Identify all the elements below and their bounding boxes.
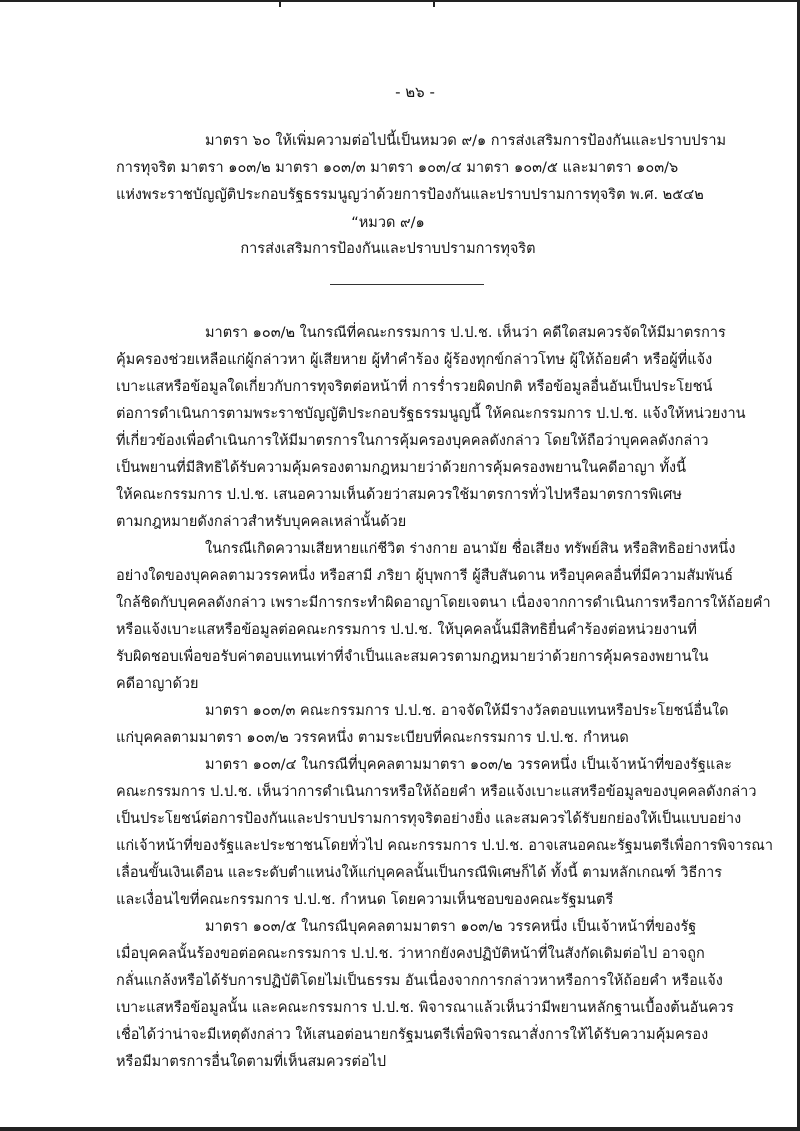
section-103-5-line: เบาะแสหรือข้อมูลนั้น และคณะกรรมการ ป.ป.ช. พิจารณาแล้วเห็นว่ามีพยานหลักฐานเบื้องต้นอันควร	[116, 1000, 734, 1016]
section-103-5-line: กลั่นแกล้งหรือได้รับการปฏิบัติโดยไม่เป็นธรรม อันเนื่องจากการกล่าวหาหรือการให้ถ้อยคำ หรือแจ้ง	[116, 973, 723, 989]
section-103-3-line: มาตรา ๑๐๓/๓ คณะกรรมการ ป.ป.ช. อาจจัดให้มีรางวัลตอบแทนหรือประโยชน์อื่นใด	[205, 703, 729, 719]
page-number: - ๒๖ -	[395, 83, 435, 101]
section-103-4-line: เป็นประโยชน์ต่อการป้องกันและปราบปรามการทุจริตอย่างยิ่ง และสมควรได้รับยกย่องให้เป็นแบบอย่าง	[116, 811, 742, 827]
section-103-2-line: ที่เกี่ยวข้องเพื่อดำเนินการให้มีมาตรการในการคุ้มครองบุคคลดังกล่าว โดยให้ถือว่าบุคคลดังกล่าว	[116, 433, 709, 449]
paragraph-2-line: รับผิดชอบเพื่อขอรับค่าตอบแทนเท่าที่จำเป็นและสมควรตามกฎหมายว่าด้วยการคุ้มครองพยานใน	[116, 649, 709, 665]
section-103-2-line: เป็นพยานที่มีสิทธิได้รับความคุ้มครองตามกฎหมายว่าด้วยการคุ้มครองพยานในคดีอาญา ทั้งนี้	[116, 460, 687, 476]
paragraph-2-line: คดีอาญาด้วย	[116, 676, 199, 692]
paragraph-2-line: หรือแจ้งเบาะแสหรือข้อมูลต่อคณะกรรมการ ป.ป.ช. ให้บุคคลนั้นมีสิทธิยื่นคำร้องต่อหน่วยงานที่	[116, 622, 697, 638]
paragraph-2-line: ใกล้ชิดกับบุคคลดังกล่าว เพราะมีการกระทำผิดอาญาโดยเจตนา เนื่องจากการดำเนินการหรือการให้ถ้อยคำ	[116, 595, 771, 611]
section-60-line-2: การทุจริต มาตรา ๑๐๓/๒ มาตรา ๑๐๓/๓ มาตรา ๑๐๓/๔ มาตรา ๑๐๓/๕ และมาตรา ๑๐๓/๖	[116, 160, 679, 176]
section-103-2-line: มาตรา ๑๐๓/๒ ในกรณีที่คณะกรรมการ ป.ป.ช. เห็นว่า คดีใดสมควรจัดให้มีมาตรการ	[205, 325, 726, 341]
section-103-4-line: เลื่อนขั้นเงินเดือน และระดับตำแหน่งให้แก่บุคคลนั้นเป็นกรณีพิเศษก็ได้ ทั้งนี้ ตามหลักเกณฑ์ วิธีการ	[116, 865, 723, 881]
scan-bottom-border	[0, 1127, 800, 1131]
section-60-line-1: มาตรา ๖๐ ให้เพิ่มความต่อไปนี้เป็นหมวด ๙/๑ การส่งเสริมการป้องกันและปราบปราม	[205, 133, 727, 149]
heading-rule	[330, 284, 484, 285]
section-103-2-line: ตามกฎหมายดังกล่าวสำหรับบุคคลเหล่านั้นด้วย	[116, 514, 407, 530]
section-103-5-line: เมื่อบุคคลนั้นร้องขอต่อคณะกรรมการ ป.ป.ช. ว่าหากยังคงปฏิบัติหน้าที่ในสังกัดเดิมต่อไป อาจถูก	[116, 946, 705, 962]
scan-top-border	[0, 0, 800, 2]
chapter-number: “หมวด ๙/๑	[351, 215, 425, 231]
scan-tick-mark	[279, 0, 281, 7]
paragraph-2-line: อย่างใดของบุคคลตามวรรคหนึ่ง หรือสามี ภริยา ผู้บุพการี ผู้สืบสันดาน หรือบุคคลอื่นที่มีความสัมพันธ์	[116, 568, 734, 584]
scan-tick-mark	[433, 0, 435, 7]
section-103-2-line: คุ้มครองช่วยเหลือแก่ผู้กล่าวหา ผู้เสียหาย ผู้ทำคำร้อง ผู้ร้องทุกข์กล่าวโทษ ผู้ให้ถ้อยคำ หรือผู้ที่แจ้ง	[116, 352, 713, 368]
section-60-line-3: แห่งพระราชบัญญัติประกอบรัฐธรรมนูญว่าด้วยการป้องกันและปราบปรามการทุจริต พ.ศ. ๒๕๔๒	[116, 187, 704, 203]
paragraph-2-line: ในกรณีเกิดความเสียหายแก่ชีวิต ร่างกาย อนามัย ชื่อเสียง ทรัพย์สิน หรือสิทธิอย่างหนึ่ง	[205, 541, 736, 557]
section-103-3-line: แก่บุคคลตามมาตรา ๑๐๓/๒ วรรคหนึ่ง ตามระเบียบที่คณะกรรมการ ป.ป.ช. กำหนด	[116, 730, 629, 746]
section-103-2-line: ให้คณะกรรมการ ป.ป.ช. เสนอความเห็นด้วยว่าสมควรใช้มาตรการทั่วไปหรือมาตรการพิเศษ	[116, 487, 682, 503]
section-103-5-line: มาตรา ๑๐๓/๕ ในกรณีบุคคลตามมาตรา ๑๐๓/๒ วรรคหนึ่ง เป็นเจ้าหน้าที่ของรัฐ	[205, 919, 697, 935]
section-103-4-line: แก่เจ้าหน้าที่ของรัฐและประชาชนโดยทั่วไป คณะกรรมการ ป.ป.ช. อาจเสนอคณะรัฐมนตรีเพื่อการพิจารณา	[116, 838, 773, 854]
chapter-title: การส่งเสริมการป้องกันและปราบปรามการทุจริต	[240, 241, 536, 257]
section-103-4-line: มาตรา ๑๐๓/๔ ในกรณีที่บุคคลตามมาตรา ๑๐๓/๒ วรรคหนึ่ง เป็นเจ้าหน้าที่ของรัฐและ	[205, 757, 732, 773]
section-103-2-line: ต่อการดำเนินการตามพระราชบัญญัติประกอบรัฐธรรมนูญนี้ ให้คณะกรรมการ ป.ป.ช. แจ้งให้หน่วยงาน	[116, 406, 746, 422]
section-103-5-line: หรือมีมาตรการอื่นใดตามที่เห็นสมควรต่อไป	[116, 1054, 387, 1070]
section-103-5-line: เชื่อได้ว่าน่าจะมีเหตุดังกล่าว ให้เสนอต่อนายกรัฐมนตรีเพื่อพิจารณาสั่งการให้ได้รับความคุ้มครอง	[116, 1027, 709, 1043]
section-103-4-line: และเงื่อนไขที่คณะกรรมการ ป.ป.ช. กำหนด โดยความเห็นชอบของคณะรัฐมนตรี	[116, 892, 614, 908]
section-103-2-line: เบาะแสหรือข้อมูลใดเกี่ยวกับการทุจริตต่อหน้าที่ การร่ำรวยผิดปกติ หรือข้อมูลอื่นอันเป็นประโยชน์	[116, 379, 713, 395]
section-103-4-line: คณะกรรมการ ป.ป.ช. เห็นว่าการดำเนินการหรือให้ถ้อยคำ หรือแจ้งเบาะแสหรือข้อมูลของบุคคลดังกล่าว	[116, 784, 757, 800]
